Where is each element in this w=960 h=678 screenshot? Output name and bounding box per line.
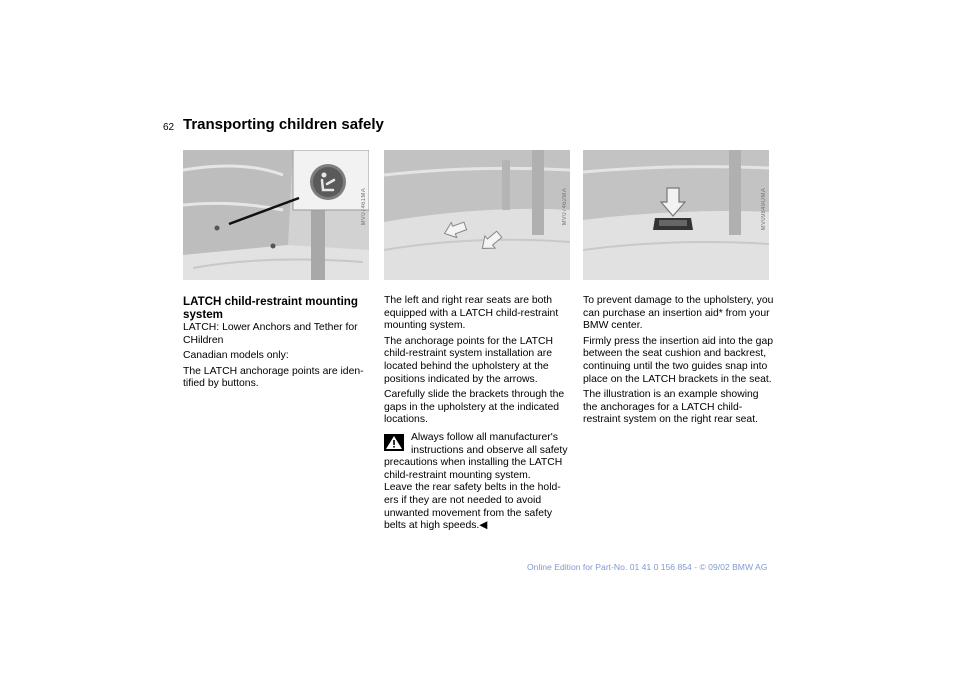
- column-3: [583, 295, 775, 430]
- paragraph: Carefully slide the brackets through the gaps in the upholstery at the indicated locations.: [384, 389, 565, 426]
- warning-line-2: instructions and observe all safety: [411, 444, 568, 456]
- paragraph: Canadian models only:: [183, 350, 289, 362]
- section-heading: LATCH child-restraint mounting system: [183, 295, 358, 321]
- paragraph: To prevent damage to the upholstery, you can purchase an insertion aid* from your BMW center.: [583, 295, 774, 332]
- warning-note: [384, 430, 574, 533]
- figure-code: MV07461MA: [361, 188, 367, 226]
- column-1: [183, 295, 373, 394]
- footer-edition-note: Online Edition for Part-No. 01 41 0 156 854 - © 09/02 BMW AG: [527, 562, 768, 572]
- seat-illustration-3: [583, 150, 769, 280]
- paragraph: The illustration is an example showing the anchorages for a LATCH child-restraint system on the right rear seat.: [583, 389, 759, 426]
- warning-line-1: Always follow all manufacturer's: [411, 431, 558, 443]
- figure-anchorage-arrows: [384, 150, 570, 280]
- figure-code: MV09849OMA: [761, 188, 767, 231]
- paragraph: Firmly press the insertion aid into the gap between the seat cushion and backrest, continuing until the two guides snap into place on the LATCH brackets in the seat.: [583, 335, 774, 385]
- paragraph: The LATCH anchorage points are iden-tified by buttons.: [183, 365, 364, 390]
- warning-body: precautions when installing the LATCH child-restraint mounting system.: [384, 457, 563, 481]
- paragraph: The anchorage points for the LATCH child-restraint system installation are located behind the upholstery at the positions indicated by the arrows.: [384, 335, 554, 385]
- seat-illustration-2: [384, 150, 570, 280]
- column-2: [384, 295, 574, 533]
- page-number: 62: [163, 122, 175, 133]
- seat-illustration-1: [183, 150, 369, 280]
- warning-triangle-icon: [384, 434, 404, 451]
- figure-code: MV07462MA: [562, 188, 568, 226]
- paragraph: The left and right rear seats are both equipped with a LATCH child-restraint mounting system.: [384, 295, 559, 332]
- figure-insertion-aid: [583, 150, 769, 280]
- paragraph: LATCH: Lower Anchors and Tether for CHildren: [183, 322, 358, 346]
- page-title: Transporting children safely: [183, 116, 384, 133]
- warning-body-2: Leave the rear safety belts in the hold-ers if they are not needed to avoid unwanted movement from the safety belts at high speeds.◀: [384, 482, 561, 532]
- figure-latch-button: [183, 150, 369, 280]
